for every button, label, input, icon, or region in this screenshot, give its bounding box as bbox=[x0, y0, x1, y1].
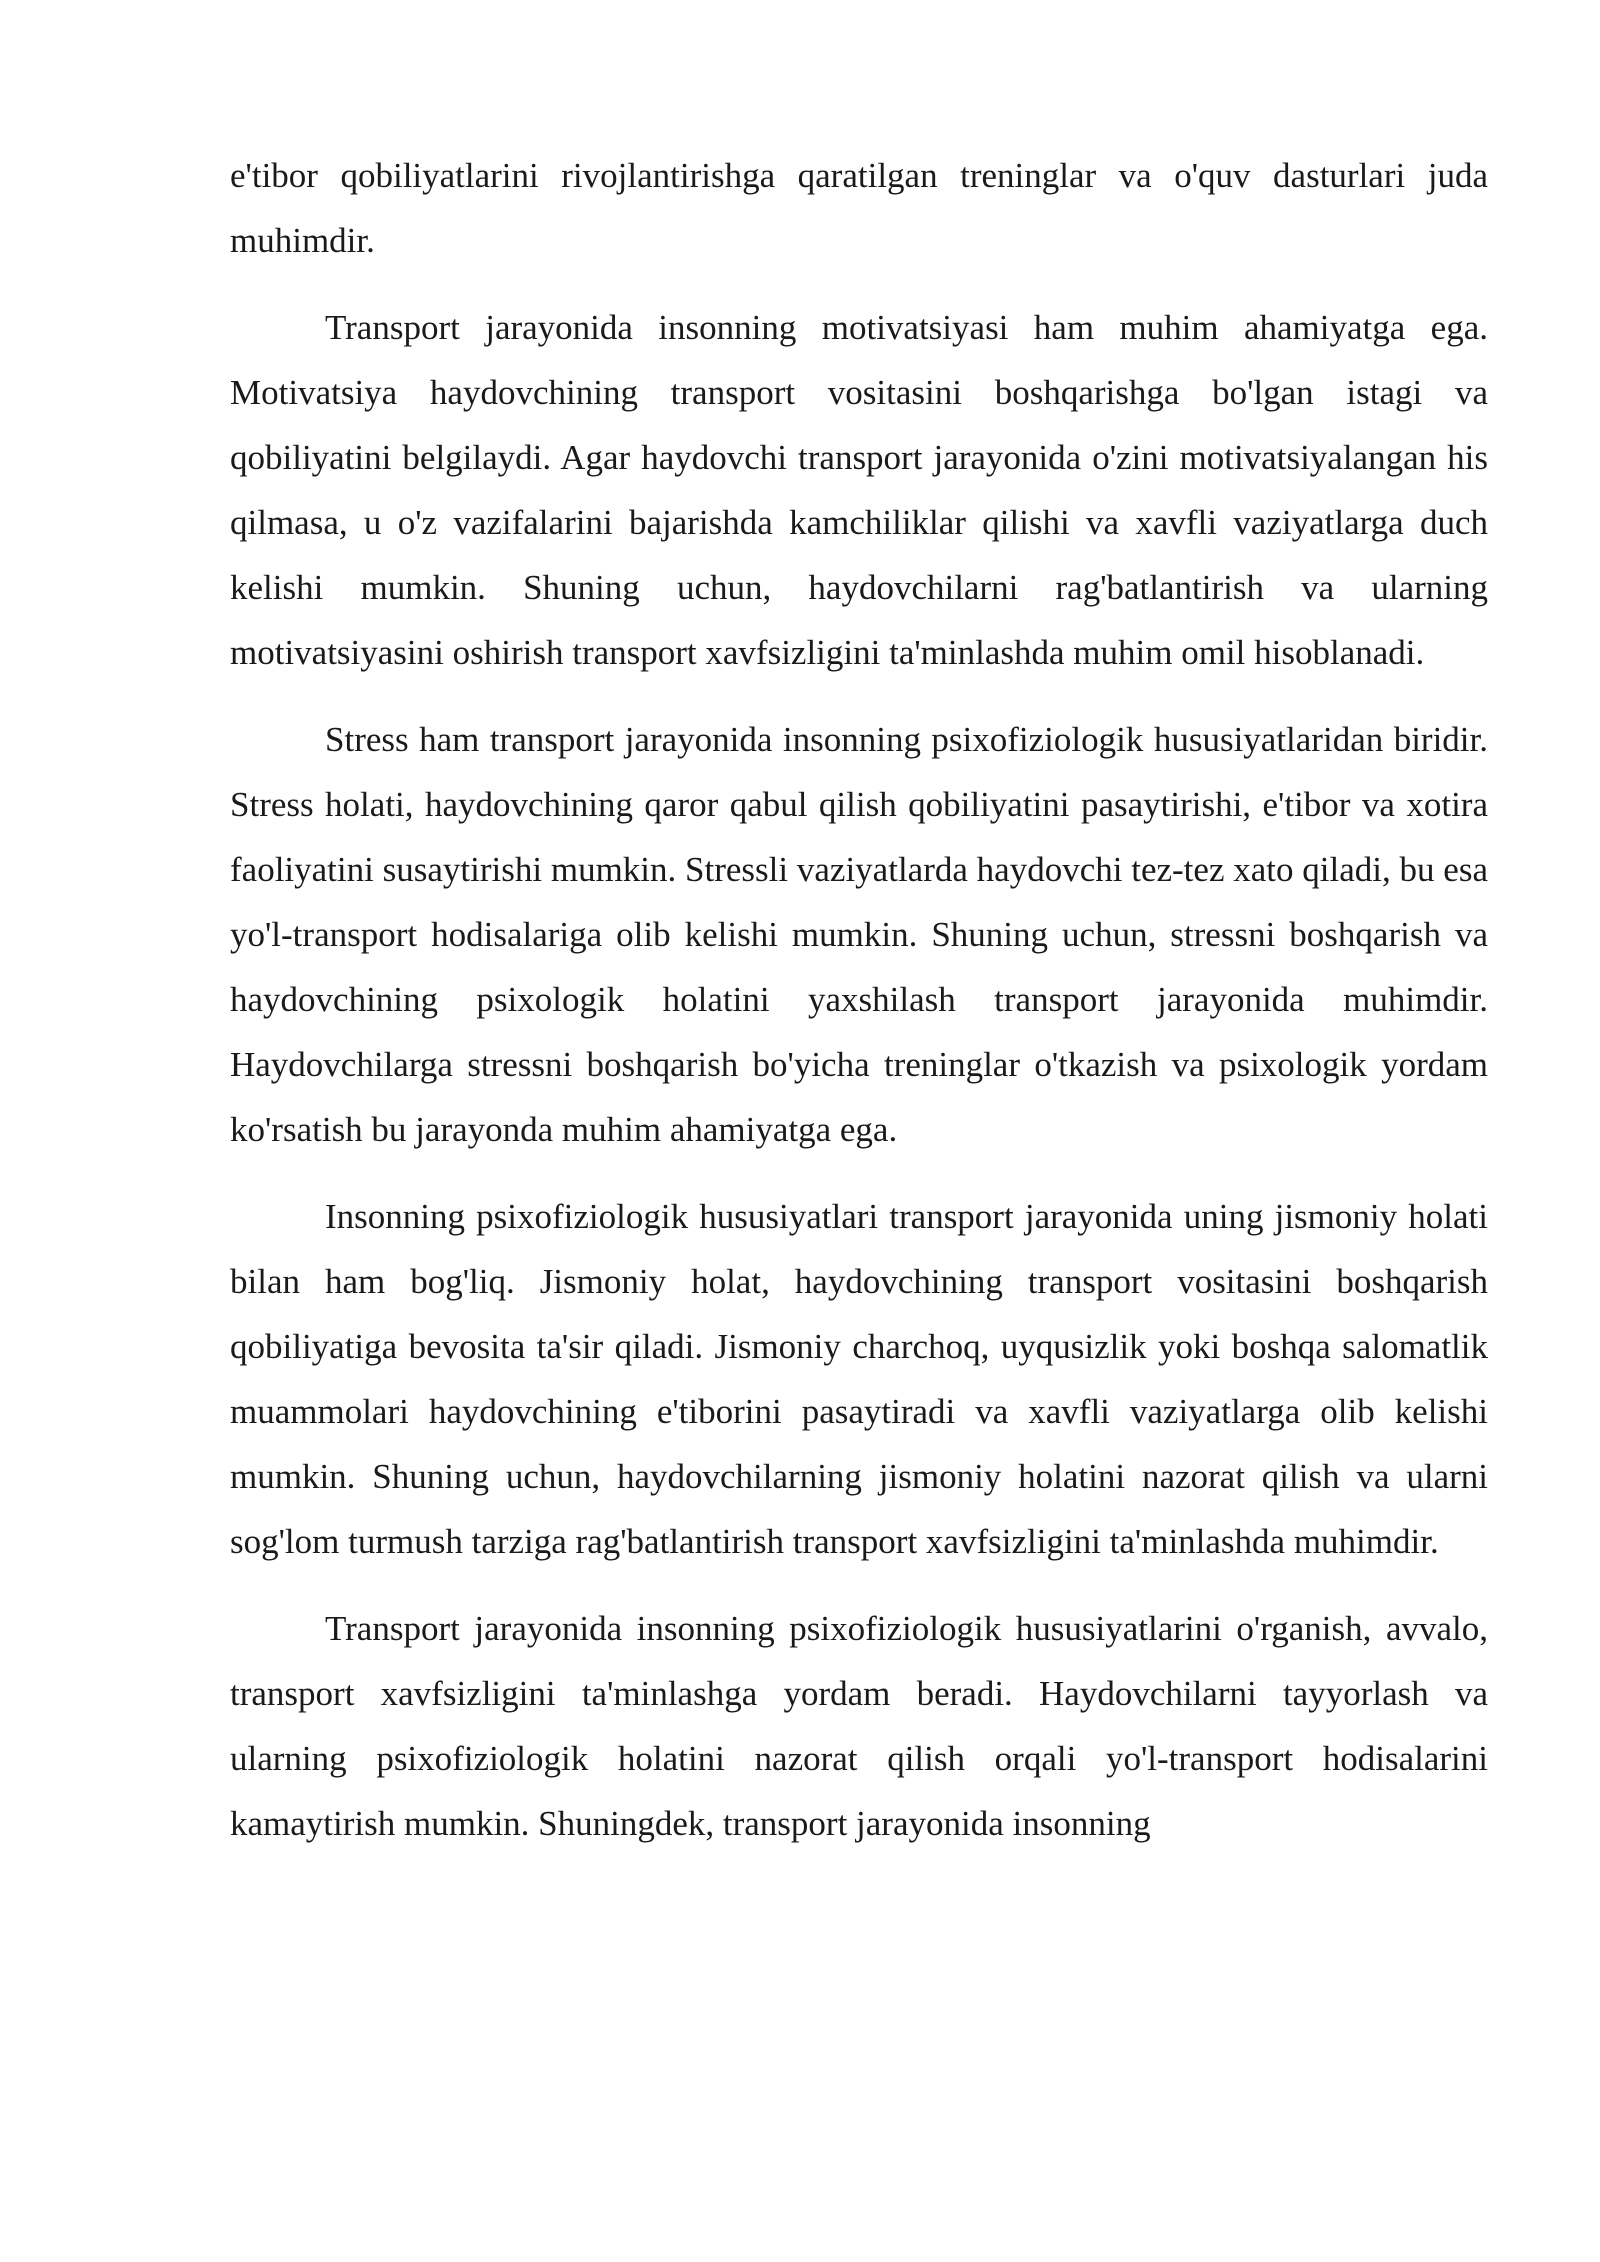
paragraph-continuation: e'tibor qobiliyatlarini rivojlantirishga qaratilgan treninglar va o'quv dasturlari juda muhimdir. bbox=[230, 156, 1488, 260]
paragraph-motivation: Transport jarayonida insonning motivatsiyasi ham muhim ahamiyatga ega. Motivatsiya haydovchining transport vositasini boshqarishga bo'lgan istagi va qobiliyatini belgilaydi. Agar haydovchi transport jarayonida o'zini motivatsiyalangan his qilmasa, u o'z vazifalarini bajarishda kamchiliklar qilishi va xavfli vaziyatlarga duch kelishi mumkin. Shuning uchun, haydovchilarni rag'batlantirish va ularning motivatsiyasini oshirish transport xavfsizligini ta'minlashda muhim omil hisoblanadi. bbox=[230, 308, 1488, 672]
paragraph-physical-state: Insonning psixofiziologik hususiyatlari transport jarayonida uning jismoniy holati bilan ham bog'liq. Jismoniy holat, haydovchining transport vositasini boshqarish qobiliyatiga bevosita ta'sir qiladi. Jismoniy charchoq, uyqusizlik yoki boshqa salomatlik muammolari haydovchining e'tiborini pasaytiradi va xavfli vaziyatlarga olib kelishi mumkin. Shuning uchun, haydovchilarning jismoniy holatini nazorat qilish va ularni sog'lom turmush tarziga rag'batlantirish transport xavfsizligini ta'minlashda muhimdir. bbox=[230, 1197, 1488, 1561]
paragraph-stress: Stress ham transport jarayonida insonning psixofiziologik hususiyatlaridan biridir. Stress holati, haydovchining qaror qabul qilish qobiliyatini pasaytirishi, e'tibor va xotira faoliyatini susaytirishi mumkin. Stressli vaziyatlarda haydovchi tez-tez xato qiladi, bu esa yo'l-transport hodisalariga olib kelishi mumkin. Shuning uchun, stressni boshqarish va haydovchining psixologik holatini yaxshilash transport jarayonida muhimdir. Haydovchilarga stressni boshqarish bo'yicha treninglar o'tkazish va psixologik yordam ko'rsatish bu jarayonda muhim ahamiyatga ega. bbox=[230, 720, 1488, 1149]
document-body bbox=[230, 143, 1488, 1878]
paragraph-study-importance: Transport jarayonida insonning psixofiziologik hususiyatlarini o'rganish, avvalo, transport xavfsizligini ta'minlashga yordam beradi. Haydovchilarni tayyorlash va ularning psixofiziologik holatini nazorat qilish orqali yo'l-transport hodisalarini kamaytirish mumkin. Shuningdek, transport jarayonida insonning bbox=[230, 1609, 1488, 1843]
